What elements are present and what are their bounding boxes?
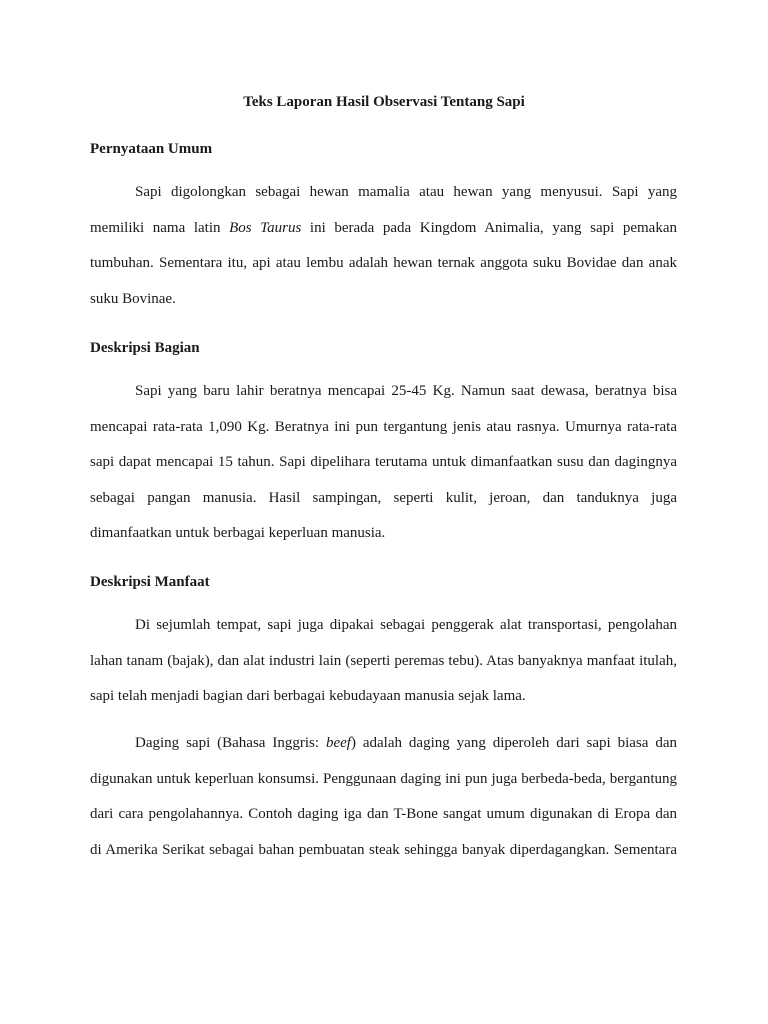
paragraph-line: Di sejumlah tempat, sapi juga dipakai sebagai penggerak alat transportasi, pengolahan [135,617,677,633]
paragraph-line: sebagai pangan manusia. Hasil sampingan, seperti kulit, jeroan, dan tanduknya juga [90,489,677,506]
paragraph-line: dari cara pengolahannya. Contoh daging iga dan T-Bone sangat umum digunakan di Eropa dan [90,806,677,823]
paragraph-line: Sapi yang baru lahir beratnya mencapai 25-45 Kg. Namun saat dewasa, beratnya bisa [135,383,677,399]
paragraph-line: dimanfaatkan untuk berbagai keperluan manusia. [90,525,386,542]
paragraph-line: Sapi digolongkan sebagai hewan mamalia atau hewan yang menyusui. Sapi yang [135,184,677,200]
paragraph-line [90,211,677,247]
paragraph-line: digunakan untuk keperluan konsumsi. Penggunaan daging ini pun juga berbeda-beda, bergantung [90,770,677,787]
section-heading-deskripsi-manfaat: Deskripsi Manfaat [90,574,210,590]
paragraph-deskripsi-manfaat-1 [90,608,677,715]
text-run: ) adalah daging yang diperoleh dari sapi biasa dan [350,735,678,751]
paragraph-deskripsi-manfaat-2 [90,726,677,868]
paragraph-line: di Amerika Serikat sebagai bahan pembuatan steak sehingga banyak diperdagangkan. Sementara [90,841,677,858]
text-run: memiliki nama latin [90,219,230,236]
paragraph-line [90,726,677,762]
paragraph-deskripsi-bagian [90,374,677,552]
paragraph-line: mencapai rata-rata 1,090 Kg. Beratnya ini pun tergantung jenis atau rasnya. Umurnya rata-rata [90,418,677,435]
text-run: ini berada pada Kingdom Animalia, yang sapi pemakan [301,219,677,236]
paragraph-pernyataan-umum [90,175,677,317]
section-heading-deskripsi-bagian: Deskripsi Bagian [90,340,200,356]
latin-name: Bos Taurus [229,219,302,236]
paragraph-line: sapi telah menjadi bagian dari berbagai kebudayaan manusia sejak lama. [90,688,526,705]
paragraph-line: sapi dapat mencapai 15 tahun. Sapi dipelihara terutama untuk dimanfaatkan susu dan dagingnya [90,454,677,471]
document-title: Teks Laporan Hasil Observasi Tentang Sapi [243,94,525,110]
english-term: beef [325,735,351,751]
paragraph-line: lahan tanam (bajak), dan alat industri lain (seperti peremas tebu). Atas banyaknya manfaat itulah, [90,652,677,669]
paragraph-line: tumbuhan. Sementara itu, api atau lembu adalah hewan ternak anggota suku Bovidae dan anak [90,255,677,272]
text-run: Daging sapi (Bahasa Inggris: [135,735,326,751]
paragraph-line: suku Bovinae. [90,290,176,307]
section-heading-pernyataan-umum: Pernyataan Umum [90,141,213,157]
